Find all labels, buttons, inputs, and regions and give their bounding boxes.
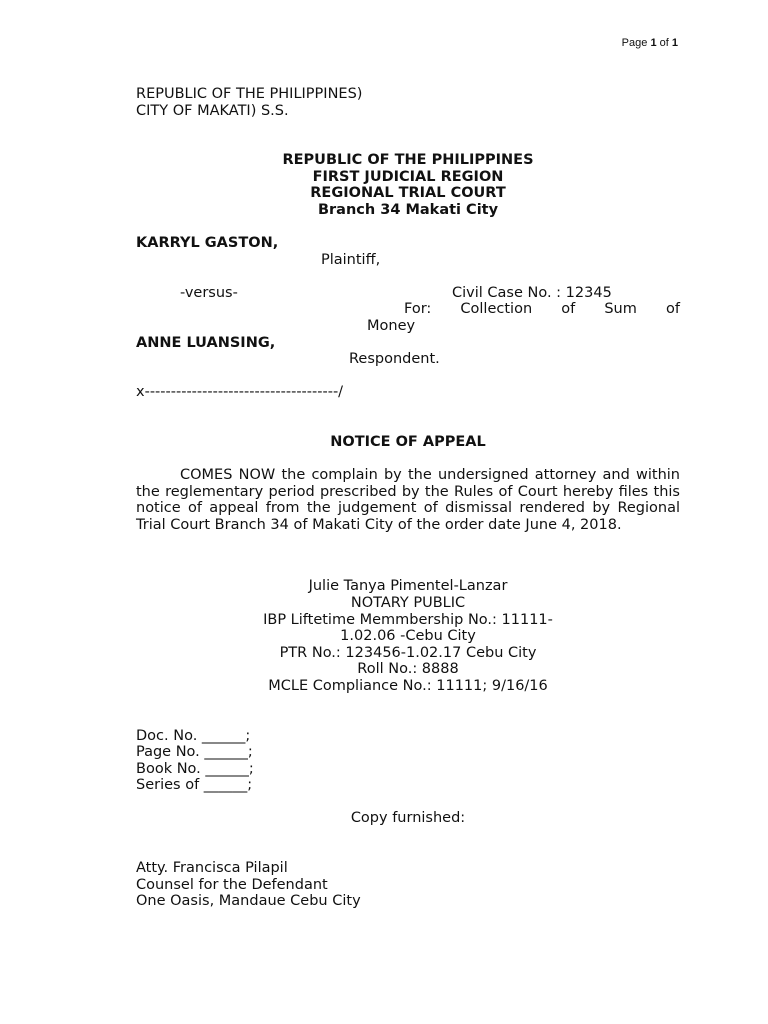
notary-title: NOTARY PUBLIC [350,595,466,611]
civil-case-number: Civil Case No. : 12345 [452,285,612,301]
plaintiff-role: Plaintiff, [321,252,381,268]
plaintiff-name: KARRYL GASTON, [136,235,279,251]
case-subject-line-2: Money [367,317,416,334]
page-number-entry: Page No. ______; [136,744,253,760]
doc-number: Doc. No. ______; [136,728,251,744]
page-current: 1 [650,37,657,49]
counsel-name: Atty. Francisca Pilapil [136,860,288,876]
copy-furnished-label: Copy furnished: [350,810,466,826]
page-number [622,37,678,49]
notary-ibp-line-1: IBP Liftetime Memmbership No.: 11111- [263,612,553,628]
case-subject-word: of [561,301,576,317]
court-header-line-3: REGIONAL TRIAL COURT [310,185,506,201]
respondent-name: ANNE LUANSING, [136,335,276,351]
notary-name: Julie Tanya Pimentel-Lanzar [308,578,508,594]
case-subject [366,301,680,334]
notary-ibp-line-2: 1.02.06 -Cebu City [340,628,476,644]
counsel-address: One Oasis, Mandaue Cebu City [136,893,361,909]
case-subject-word: of [665,301,680,317]
venue-line-1: REPUBLIC OF THE PHILIPPINES) [136,86,363,102]
page-total: 1 [671,37,678,49]
book-number: Book No. ______; [136,761,254,777]
court-header-line-1: REPUBLIC OF THE PHILIPPINES [282,152,534,168]
page-label: Page [621,37,648,49]
case-subject-word: Collection [460,301,533,317]
notary-roll: Roll No.: 8888 [357,661,459,677]
notary-mcle: MCLE Compliance No.: 11111; 9/16/16 [268,678,548,694]
venue-line-2: CITY OF MAKATI) S.S. [136,103,289,119]
respondent-role: Respondent. [349,351,440,367]
notary-ptr: PTR No.: 123456-1.02.17 Cebu City [279,645,537,661]
document-title: NOTICE OF APPEAL [330,434,486,450]
case-subject-line-1 [366,301,680,318]
court-header-line-2: FIRST JUDICIAL REGION [312,169,504,185]
body-paragraph: COMES NOW the complain by the undersigned attorney and within the reglementary period prescribed by the Rules of Court hereby files this notice of appeal from the judgement of dismissal rendered by Regional Trial Court Branch 34 of Makati City of the order date June 4, 2018. [136,467,680,533]
case-subject-word: Sum [604,301,637,317]
case-subject-word: For: [404,301,432,317]
page-of: of [659,37,669,49]
court-header-line-4: Branch 34 Makati City [317,202,499,218]
counsel-role: Counsel for the Defendant [136,877,328,893]
series-of: Series of ______; [136,777,253,793]
caption-separator: x-------------------------------------/ [136,384,344,400]
versus-label: -versus- [180,285,238,301]
